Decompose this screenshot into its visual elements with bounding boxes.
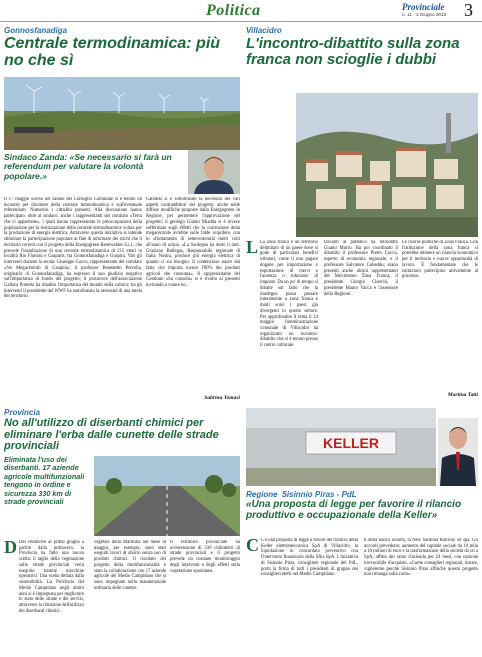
article-kicker: Gonnosfanadiga xyxy=(4,26,68,35)
article-body-text: Dal ventinove al primo giugno a partire dalla primavera, la Provincia ha fatto una nuova scelta: il taglio della vegetazione sulle strade provinciali verrà eseguito tramite macchine operatrici. Una scelta dettata dalla sostenibilità. La Provincia del Medio Campidano negli ultimi anni si è impegnata per migliorare lo stato delle strade e dei servizi, attraverso la riduzione dell'utilizzo dei diserbanti chimici. xyxy=(19,540,84,614)
article-headline: No all'utilizzo di diserbanti chimici per eliminare l'erba dalle cunette delle strade provinciali xyxy=(4,417,219,453)
article-body-text: Il 17 maggio scorso nel salone del Consiglio Comunale si è tenuto un incontro per discutere della centrale termodinamica e sull'eventuale referendum. Numerosi i cittadini presenti. Alla discussione hanno partecipato, oltre al sindaco, anche i rappresentanti del comitato «Terra che ci appartiene», i quali hanno rappresentato le preoccupazioni della popolazione per la realizzazione della centrale termodinamica voluta per la produzione di energia elettrica. Attraverso questa iniziativa si intende stimolare la partecipazione popolare al fine di informare dei rischi che il territorio correrà con il progetto della Energogreen Renewables S.r.l., che prevede l'installazione di una centrale termodinamica di 215 ettari in località Rio Flumini e Gasparis, tra Gonnosfanadiga e Guspini. Vari gli interventi durante la serata: Giuseppe Cuccu, rappresentante del comitato «No Megacentrali di Guspini»; il professor Benedetto Porcella, originario di Gonnosfanadiga, ha espresso il suo giudizio negativo sull'importanza di fondo del progetto; il portavoce dell'associazione Gallura Protetta ha ribadito l'importanza del mondo della cultura; tra gli interventi il presidente del WWF ha sottolineato la necessità di una tutela del territorio. xyxy=(4,197,142,300)
road-photo xyxy=(94,456,240,536)
article-body-text: C'è una proposta di legge a favore del rilancio della Keller elettromeccanica SpA di Villacidro, la liquidazione in concordato preventivo con l'intervento finanziario della Sfirs SpA. L'iniziativa di Sisinnio Piras, consigliere regionale del PdL, porta la firma di tutti i presidenti di gruppo dei consiglieri eletti nel Medio Campidano. xyxy=(261,538,358,578)
article-headline: «Una proposta di legge per favorire il rilancio produttivo e occupazionale della Keller» xyxy=(246,499,462,521)
article-body-text: Le risorse politiche di Zona Franca. Con l'istituzione della zona franca si potrebbe ottenere un rilancio economico per il territorio e nuove opportunità di lavoro. È fondamentale che le istituzioni partecipino attivamente al processo. xyxy=(402,240,478,280)
article-body-text: Cabiddu si è sottolineato la necessità dei vari aspetti contraddittori del progetto, anche nelle diffuse modifiche proposte dalla Energogreen in Regione, per permettere l'approvazione del progetto; il geologo Gianni Miadda si è invece soffermato sugli effetti che la costruzione della megacentrale avrebbe sulle falde acquifere, con lo sfruttamento di settecentomila metri cubi all'anno di acqua. «La Sardegna ha detto il dott. Graziano Bullegas, Responsabile regionale di Italia Nostra, produce più energia elettrica di quanto ci sia bisogno. Il contenzioso nasce dal fatto che importa invece l'80% dei prodotti agricoli che consuma». Il rappresentante del Comitato «Su cunsolu» si è rivolto ai presenti invitando a votare no. xyxy=(146,197,240,289)
article-body-text: vegetale della Marmilla nel mese di maggio, per esempio, sono stati eseguiti lavori di sfalcio senza uso di prodotti chimici. Il risultato del progetto della multifunzionalità è stato la collaborazione con 17 aziende agricole del Medio Campidano che si sono impegnate nella manutenzione ordinaria delle cunette. xyxy=(94,540,166,591)
drop-cap: D xyxy=(4,537,17,557)
article-body-text: ti della nuova società, la New Sardinia Railway sri spa. Gli accordi prevedono: aumento del capitale sociale da 10 mila a 10 milioni di euro e la trasformazione della società da srl a SpA; affitto del ramo d'azienda per 24 mesi, con opzione irrevocabile d'acquisto. «Come consiglieri regionali, insiste, vigileremo perché Sisinnio Piras affinché questo progetto non rimanga sulla carta». xyxy=(364,538,478,578)
newspaper-logo: Provinciale xyxy=(402,2,445,12)
article-subhead: Sindaco Zanda: «Se necessario si farà un referendum per valutare la volontà popolare.» xyxy=(4,152,172,181)
article-subbox xyxy=(4,456,90,507)
article-headline: L'incontro-dibattito sulla zona franca non scioglie i dubbi xyxy=(246,35,460,68)
article-provincia xyxy=(4,408,240,453)
power-plant-photo xyxy=(4,77,240,150)
article-gonnosfanadiga xyxy=(4,26,240,70)
section-title: Politica xyxy=(206,2,261,19)
article-kicker: Villacidro xyxy=(246,26,282,35)
article-headline: Centrale termodinamica: più no che sì xyxy=(4,35,221,69)
article-body-text: La zona franca è un territorio delimitato di un paese dove si gode di particolari benefici tributari, come il non pagare dogane per importazione o esportazione di merci e l'assenza o riduzione di imposte. Da un po' di tempo si dibatte sul fatto che la Sardegna possa passare interamente a zona franca e molti sono i paesi già divergenti in questo settore. Per approfondire il tema il 24 maggio l'amministrazione comunale di Villacidro ha organizzato un incontro-dibattito che si è tenuto presso il centro culturale. xyxy=(260,240,318,349)
article-body-col1 xyxy=(246,237,318,398)
article-body-text: Davanti al pubblico ha introdotto Gianni Murru. Ha poi coordinato il dibattito il professore Pietro Cocco, esperto di economia regionale, e il professore Salvatore Cubeddu; erano presenti anche alcuni rappresentanti del Movimento Zona Franca, il presidente Giorgio Cherchi, il presidente Mauro Vacca e l'assessore della Regione. xyxy=(324,240,398,297)
article-body-col2 xyxy=(146,197,240,395)
keller-sign-photo xyxy=(246,408,436,486)
author-name: Martina Tatti xyxy=(447,392,478,398)
article-body-col1 xyxy=(246,535,358,652)
drop-cap: L xyxy=(246,237,259,257)
article-body-col1 xyxy=(4,197,142,403)
article-body-text: Il territorio provinciale ha un'estensione di 330 chilometri di strade provinciali e il progetto prevede un costante monitoraggio degli interventi e degli effetti sulla vegetazione spontanea. xyxy=(170,540,240,574)
town-view-photo xyxy=(296,93,478,237)
article-body-col2 xyxy=(94,540,166,652)
article-villacidro xyxy=(246,26,478,68)
article-byline xyxy=(402,392,478,398)
article-body-col1 xyxy=(4,537,84,652)
article-regione xyxy=(246,490,478,522)
article-subhead: Eliminata l'uso dei diserbanti. 17 aziende agricole multifunzionali tengono in ordine e sicurezza 330 km di strade provinciali xyxy=(4,455,85,507)
article-body-col2 xyxy=(364,538,478,652)
mayor-portrait xyxy=(188,150,240,194)
issue-info: n. 11 - 3 Giugno 2013 xyxy=(402,12,447,17)
article-body-col2 xyxy=(324,240,398,398)
politician-portrait xyxy=(438,418,478,486)
article-kicker-row xyxy=(246,490,478,499)
article-kicker-secondary: Sisinnio Piras - PdL xyxy=(281,490,357,499)
drop-cap: C xyxy=(246,535,259,555)
keller-sign-text: KELLER xyxy=(323,435,379,451)
article-byline xyxy=(146,395,240,401)
page-header xyxy=(0,0,482,22)
article-body-col3 xyxy=(170,540,240,652)
article-body-col3 xyxy=(402,240,478,390)
article-subhead-block xyxy=(4,153,186,181)
author-name: Sabrina Tomasi xyxy=(204,395,240,401)
page-number: 3 xyxy=(464,0,473,20)
article-kicker: Provincia xyxy=(4,408,41,417)
article-kicker: Regione xyxy=(246,490,278,499)
